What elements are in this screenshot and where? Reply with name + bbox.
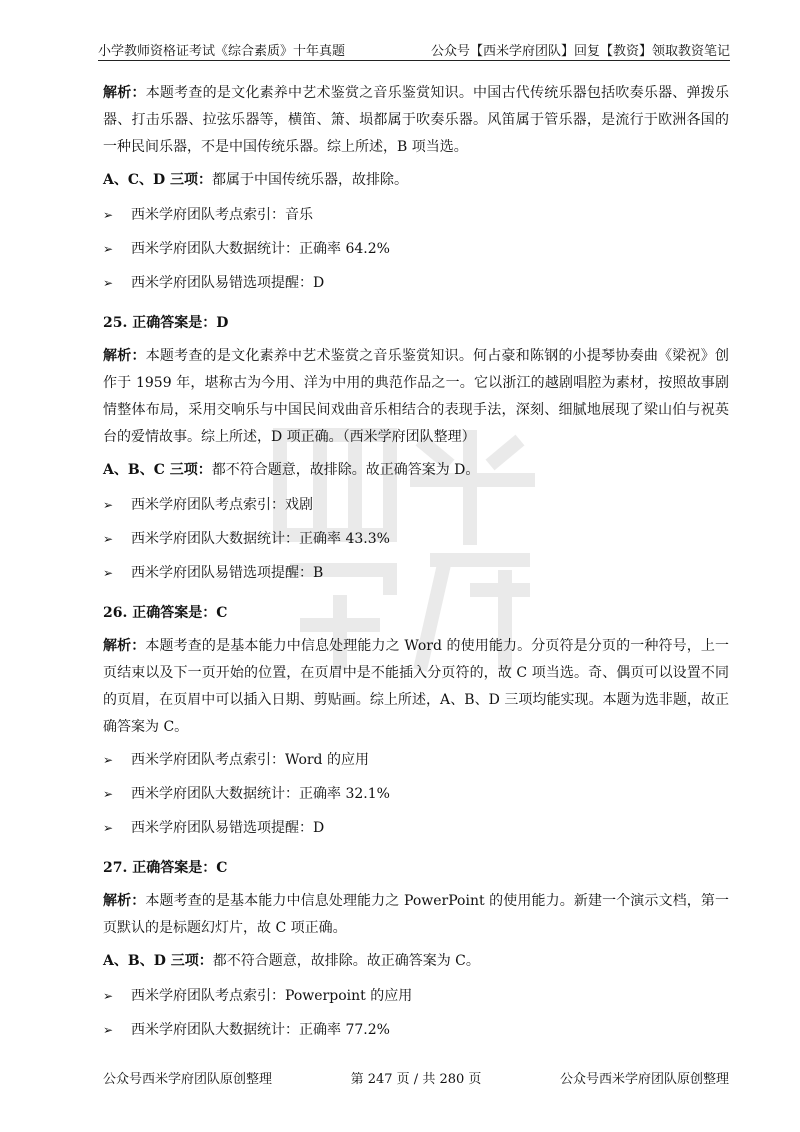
answer-heading: 26. 正确答案是：C	[103, 605, 228, 621]
arrow-bullet-icon: ➢	[103, 989, 114, 1003]
analysis-text: 本题考查的是基本能力中信息处理能力之 Word 的使用能力。分页符是分页的一种符号，上一页结束以及下一页开始的位置，在页眉中是不能插入分页符的，故 C 项当选。奇、偶页可以设置不同的页眉，在页眉中可以插入日期、剪贴画。综上所述，A、B、D 三项均能实现。本题为选非题，故正确答案为 C。	[103, 638, 730, 735]
analysis-paragraph	[103, 343, 729, 451]
list-item	[103, 560, 729, 586]
page-footer	[103, 1068, 729, 1088]
arrow-bullet-icon: ➢	[103, 753, 114, 767]
page-content	[103, 80, 729, 1051]
bullet-text: 西米学府团队大数据统计：正确率 64.2%	[131, 241, 390, 257]
list-item	[103, 492, 729, 518]
analysis-text: 本题考查的是基本能力中信息处理能力之 PowerPoint 的使用能力。新建一个演示文档，第一页默认的是标题幻灯片，故 C 项正确。	[103, 893, 729, 936]
list-item	[103, 236, 729, 262]
bullet-text: 西米学府团队考点索引：Word 的应用	[131, 752, 369, 768]
header-right-notice: 公众号【西米学府团队】回复【教资】领取教资笔记	[430, 44, 730, 59]
answer-heading: 25. 正确答案是：D	[103, 315, 229, 331]
footer-right: 公众号西米学府团队原创整理	[559, 1072, 729, 1087]
arrow-bullet-icon: ➢	[103, 566, 114, 580]
bullet-text: 西米学府团队大数据统计：正确率 43.3%	[131, 531, 390, 547]
list-item	[103, 202, 729, 228]
arrow-bullet-icon: ➢	[103, 208, 114, 222]
arrow-bullet-icon: ➢	[103, 532, 114, 546]
arrow-bullet-icon: ➢	[103, 276, 114, 290]
list-item	[103, 270, 729, 296]
other-options-line	[103, 167, 729, 194]
page-number: 第 247 页 / 共 280 页	[350, 1072, 482, 1087]
list-item	[103, 1017, 729, 1043]
other-options-text: 都属于中国传统乐器，故排除。	[212, 172, 409, 188]
analysis-text: 本题考查的是文化素养中艺术鉴赏之音乐鉴赏知识。中国古代传统乐器包括吹奏乐器、弹拨乐器、打击乐器、拉弦乐器等，横笛、箫、埙都属于吹奏乐器。风笛属于管乐器，是流行于欧洲各国的一种民间乐器，不是中国传统乐器。综上所述，B 项当选。	[103, 85, 730, 155]
bullet-text: 西米学府团队考点索引：戏剧	[131, 497, 313, 513]
bullet-text: 西米学府团队大数据统计：正确率 77.2%	[131, 1022, 390, 1038]
arrow-bullet-icon: ➢	[103, 242, 114, 256]
other-options-label: A、B、D 三项：	[103, 953, 213, 969]
answer-heading: 27. 正确答案是：C	[103, 860, 228, 876]
bullet-text: 西米学府团队易错选项提醒：B	[131, 565, 324, 581]
analysis-label: 解析：	[103, 893, 146, 909]
other-options-text: 都不符合题意，故排除。故正确答案为 D。	[211, 462, 480, 478]
analysis-label: 解析：	[103, 348, 146, 364]
analysis-label: 解析：	[103, 85, 146, 101]
analysis-paragraph	[103, 80, 729, 161]
footer-left: 公众号西米学府团队原创整理	[103, 1072, 273, 1087]
analysis-paragraph	[103, 633, 729, 741]
other-options-text: 都不符合题意，故排除。故正确答案为 C。	[212, 953, 480, 969]
list-item	[103, 526, 729, 552]
other-options-label: A、C、D 三项：	[103, 172, 213, 188]
arrow-bullet-icon: ➢	[103, 787, 114, 801]
other-options-line	[103, 948, 729, 975]
analysis-text: 本题考查的是文化素养中艺术鉴赏之音乐鉴赏知识。何占豪和陈钢的小提琴协奏曲《梁祝》创作于 1959 年，堪称古为今用、洋为中用的典范作品之一。它以浙江的越剧唱腔为素材，按照故事剧情整体布局，采用交响乐与中国民间戏曲音乐相结合的表现手法，深刻、细腻地展现了梁山伯与祝英台的爱情故事。综上所述，D 项正确。（西米学府团队整理）	[103, 348, 730, 445]
list-item	[103, 747, 729, 773]
analysis-label: 解析：	[103, 638, 146, 654]
bullet-text: 西米学府团队易错选项提醒：D	[131, 820, 325, 836]
arrow-bullet-icon: ➢	[103, 821, 114, 835]
bullet-text: 西米学府团队大数据统计：正确率 32.1%	[131, 786, 390, 802]
arrow-bullet-icon: ➢	[103, 498, 114, 512]
page-header	[98, 36, 730, 61]
arrow-bullet-icon: ➢	[103, 1023, 114, 1037]
list-item	[103, 983, 729, 1009]
list-item	[103, 815, 729, 841]
other-options-label: A、B、C 三项：	[103, 462, 212, 478]
other-options-line	[103, 457, 729, 484]
analysis-paragraph	[103, 888, 729, 942]
header-left-title: 小学教师资格证考试《综合素质》十年真题	[98, 44, 346, 59]
bullet-text: 西米学府团队考点索引：Powerpoint 的应用	[131, 988, 413, 1004]
list-item	[103, 781, 729, 807]
bullet-text: 西米学府团队易错选项提醒：D	[131, 275, 325, 291]
bullet-text: 西米学府团队考点索引：音乐	[131, 207, 313, 223]
